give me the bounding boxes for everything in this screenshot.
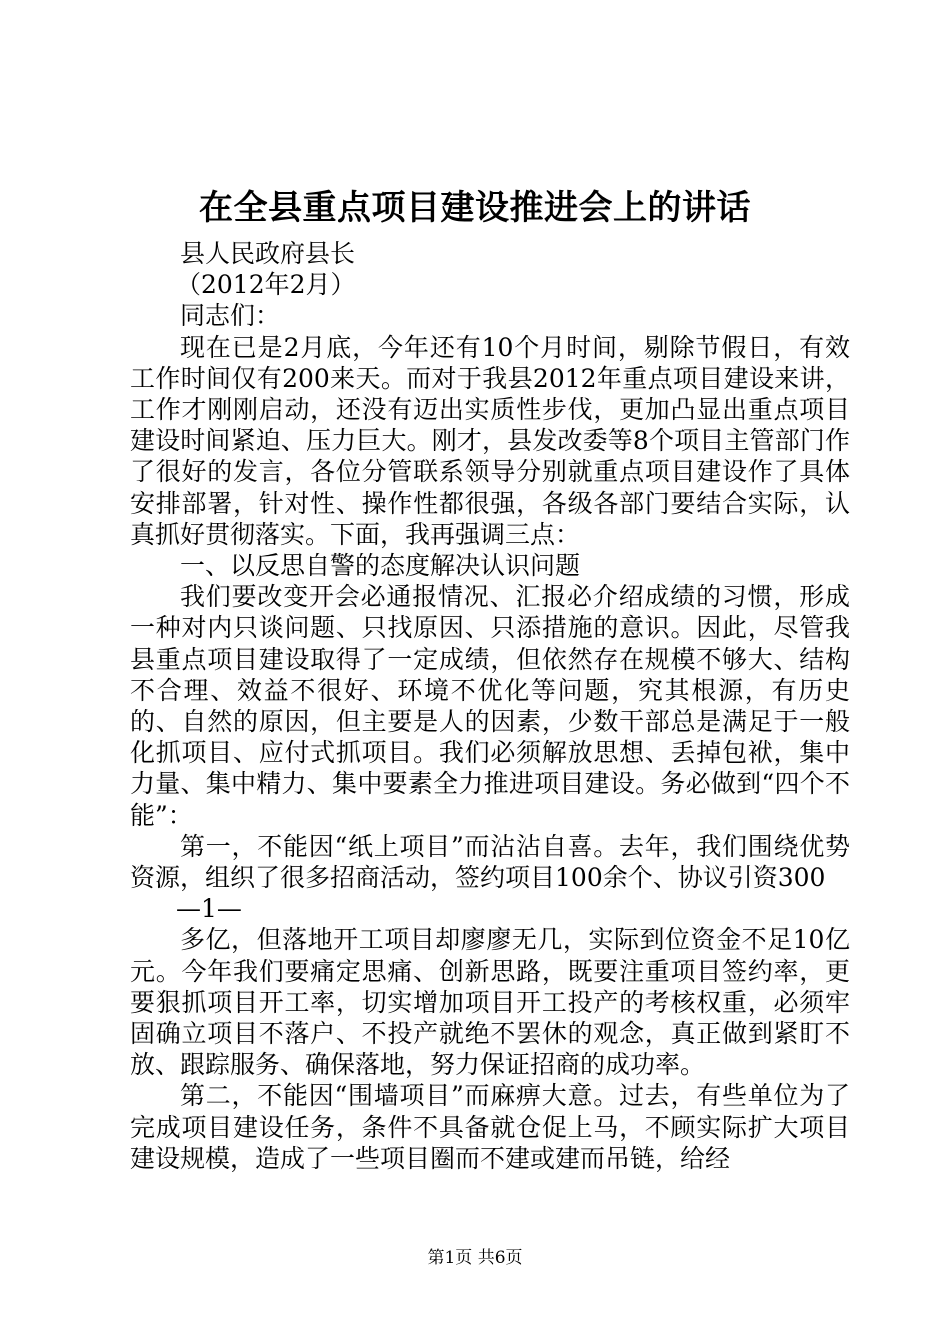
page-break-marker: —1— xyxy=(176,894,242,924)
document-title: 在全县重点项目建设推进会上的讲话 xyxy=(199,188,751,228)
paragraph: 第一，不能因“纸上项目”而沾沾自喜。去年，我们围绕优势资源，组织了很多招商活动，签约项目100余个、协议引资300 xyxy=(130,831,850,893)
paragraph: 多亿，但落地开工项目却廖廖无几，实际到位资金不足10亿元。今年我们要痛定思痛、创新思路，既要注重项目签约率，更要狠抓项目开工率，切实增加项目开工投产的考核权重，必须牢固确立项目不落户、不投产就绝不罢休的观念，真正做到紧盯不放、跟踪服务、确保落地，努力保证招商的成功率。 xyxy=(130,925,850,1080)
date-line: （2012年2月） xyxy=(176,270,356,300)
paragraph: 第二，不能因“围墙项目”而麻痹大意。过去，有些单位为了完成项目建设任务，条件不具备就仓促上马，不顾实际扩大项目建设规模，造成了一些项目圈而不建或建而吊链，给经 xyxy=(130,1081,850,1173)
paragraph: 我们要改变开会必通报情况、汇报必介绍成绩的习惯，形成一种对内只谈问题、只找原因、只添措施的意识。因此，尽管我县重点项目建设取得了一定成绩，但依然存在规模不够大、结构不合理、效益不很好、环境不优化等问题，究其根源，有历史的、自然的原因，但主要是人的因素，少数干部总是满足于一般化抓项目、应付式抓项目。我们必须解放思想、丢掉包袱，集中力量、集中精力、集中要素全力推进项目建设。务必做到“四个不能”： xyxy=(130,582,850,830)
paragraph: 现在已是2月底，今年还有10个月时间，剔除节假日，有效工作时间仅有200来天。而对于我县2012年重点项目建设来讲，工作才刚刚启动，还没有迈出实质性步伐，更加凸显出重点项目建设时间紧迫、压力巨大。刚才，县发改委等8个项目主管部门作了很好的发言，各位分管联系领导分别就重点项目建设作了具体安排部署，针对性、操作性都很强，各级各部门要结合实际，认真抓好贯彻落实。下面，我再强调三点： xyxy=(130,332,850,549)
page-footer: 第1页 共6页 xyxy=(427,1248,523,1268)
document-body xyxy=(130,238,850,1174)
greeting-line: 同志们： xyxy=(180,301,281,331)
author-line: 县人民政府县长 xyxy=(180,239,356,268)
section-heading: 一、以反思自警的态度解决认识问题 xyxy=(180,551,581,581)
